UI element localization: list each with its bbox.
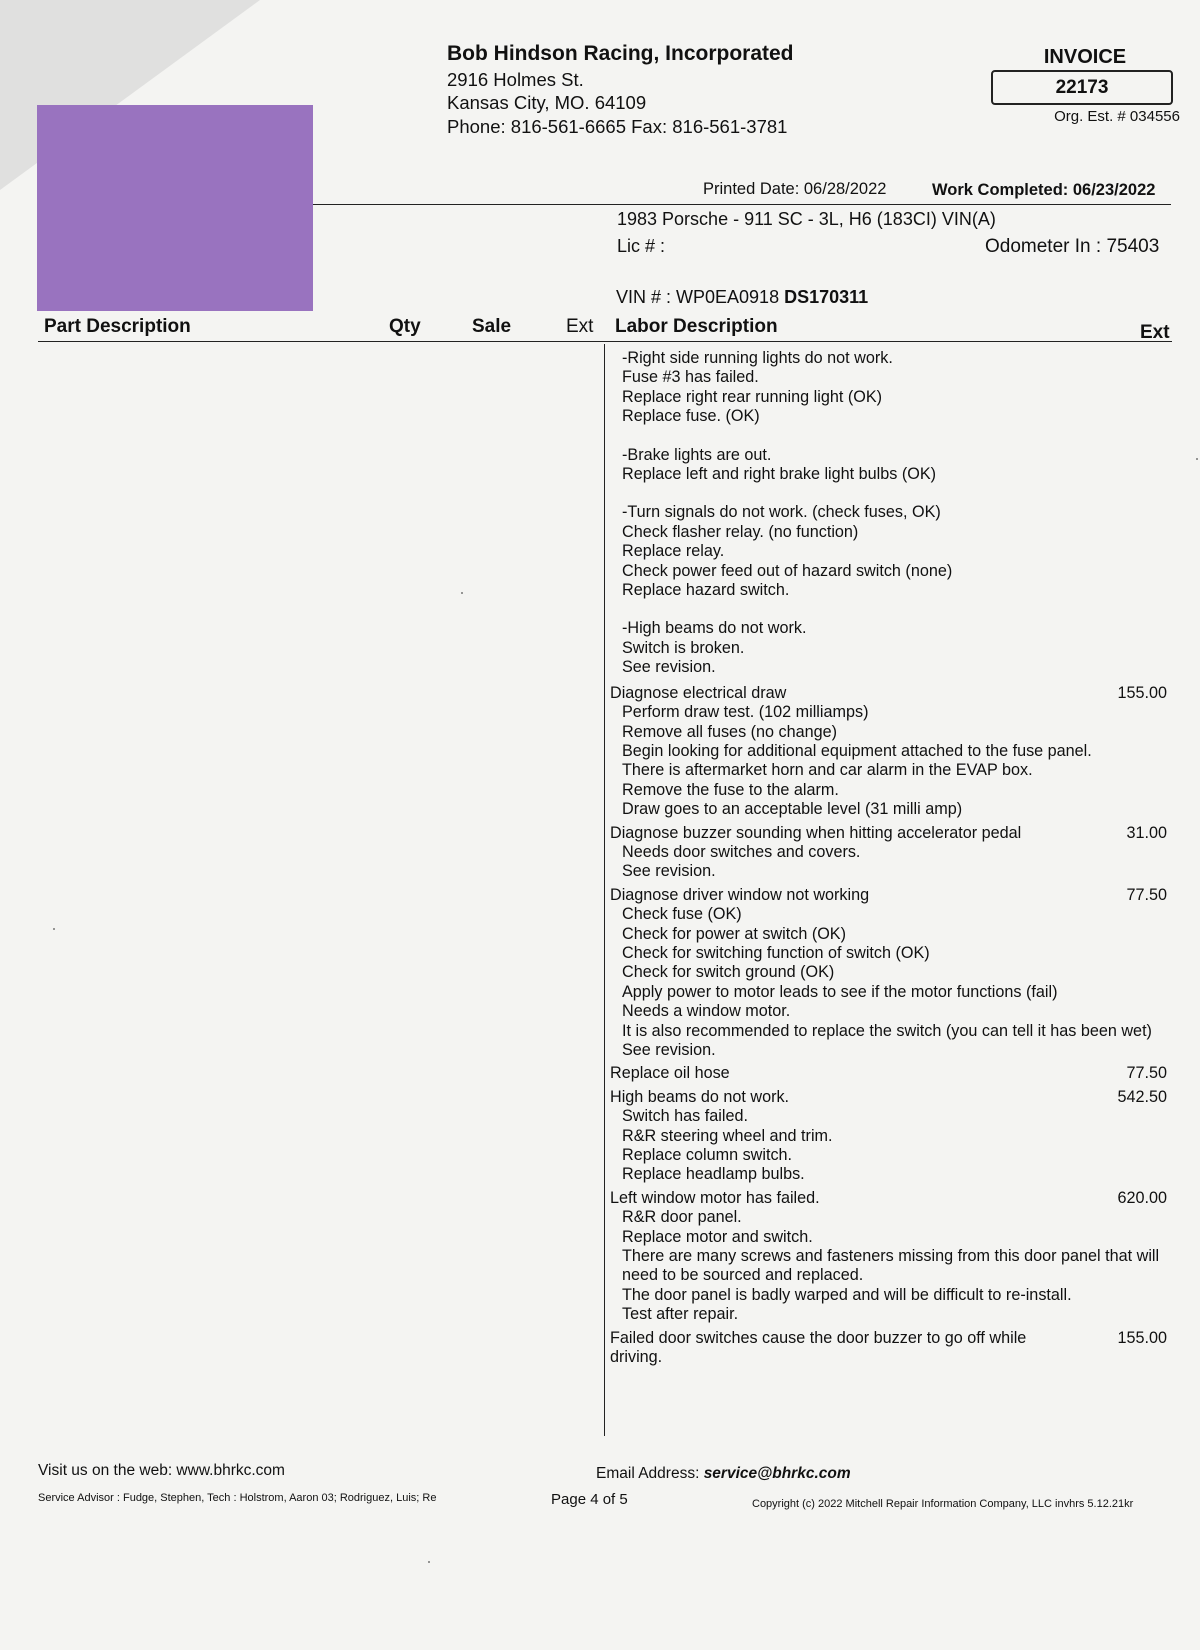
col-labor-ext: Ext bbox=[1140, 322, 1170, 343]
footer-service-advisor: Service Advisor : Fudge, Stephen, Tech : Holstrom, Aaron 03; Rodriguez, Luis; Re bbox=[38, 1492, 437, 1504]
labor-line: R&R door panel. bbox=[622, 1208, 742, 1227]
footer-page-number: Page 4 of 5 bbox=[551, 1491, 628, 1508]
labor-line: See revision. bbox=[622, 1041, 716, 1059]
labor-line: Replace left and right brake light bulbs (OK) bbox=[622, 465, 937, 484]
labor-line: Test after repair. bbox=[622, 1305, 739, 1324]
labor-title: Replace oil hose bbox=[610, 1064, 730, 1083]
labor-block bbox=[606, 684, 1171, 820]
labor-block bbox=[606, 886, 1171, 1061]
labor-line: Switch is broken. bbox=[622, 638, 745, 657]
labor-line: Replace fuse. (OK) bbox=[622, 407, 760, 426]
labor-line: -High beams do not work. bbox=[622, 619, 807, 638]
company-street: 2916 Holmes St. bbox=[447, 69, 584, 90]
work-completed-date: Work Completed: 06/23/2022 bbox=[932, 181, 1156, 199]
labor-title: High beams do not work. bbox=[610, 1087, 790, 1106]
labor-description-list bbox=[606, 345, 1171, 1368]
invoice-label: INVOICE bbox=[1043, 46, 1127, 68]
labor-line: Check for switch ground (OK) bbox=[622, 963, 835, 982]
labor-line: Replace column switch. bbox=[622, 1146, 793, 1165]
labor-line: Perform draw test. (102 milliamps) bbox=[622, 703, 869, 722]
scan-speck bbox=[53, 928, 55, 930]
labor-line: Check flasher relay. (no function) bbox=[622, 522, 859, 541]
labor-block bbox=[606, 824, 1171, 882]
labor-line: Replace right rear running light (OK) bbox=[622, 387, 883, 406]
labor-line: Check power feed out of hazard switch (none) bbox=[622, 561, 953, 580]
labor-line: -Right side running lights do not work. bbox=[622, 349, 893, 367]
scan-speck bbox=[1196, 458, 1198, 460]
labor-line: There is aftermarket horn and car alarm in the EVAP box. bbox=[622, 761, 1033, 780]
col-part-description: Part Description bbox=[44, 316, 191, 337]
column-header-divider bbox=[38, 341, 1172, 342]
labor-title: Diagnose electrical draw bbox=[610, 683, 787, 702]
labor-line: Begin looking for additional equipment attached to the fuse panel. bbox=[622, 741, 1092, 760]
labor-line: See revision. bbox=[622, 658, 716, 677]
labor-column-divider bbox=[604, 344, 605, 1436]
labor-line: Apply power to motor leads to see if the motor functions (fail) bbox=[622, 982, 1058, 1001]
labor-amount: 77.50 bbox=[1126, 885, 1167, 904]
col-qty: Qty bbox=[389, 316, 421, 337]
labor-line: Replace headlamp bulbs. bbox=[622, 1165, 805, 1184]
labor-line: Remove the fuse to the alarm. bbox=[622, 780, 839, 799]
labor-title: Diagnose buzzer sounding when hitting accelerator pedal bbox=[610, 823, 1022, 842]
header-divider bbox=[313, 204, 1171, 205]
redacted-area bbox=[37, 105, 313, 311]
invoice-number: 22173 bbox=[991, 70, 1173, 105]
company-phone: Phone: 816-561-6665 Fax: 816-561-3781 bbox=[447, 116, 788, 137]
labor-block bbox=[606, 1088, 1171, 1185]
vin-prefix: VIN # : WP0EA0918 bbox=[616, 287, 785, 307]
labor-amount: 155.00 bbox=[1117, 1328, 1167, 1347]
footer-copyright: Copyright (c) 2022 Mitchell Repair Information Company, LLC invhrs 5.12.21kr bbox=[752, 1498, 1134, 1510]
vin-number bbox=[616, 287, 868, 308]
labor-spacer bbox=[606, 600, 1171, 619]
company-name: Bob Hindson Racing, Incorporated bbox=[447, 42, 794, 65]
labor-line: It is also recommended to replace the switch (you can tell it has been wet) bbox=[622, 1021, 1152, 1040]
scan-speck bbox=[428, 1561, 430, 1563]
license-number: Lic # : bbox=[617, 236, 666, 256]
labor-spacer bbox=[606, 484, 1171, 503]
labor-line: Draw goes to an acceptable level (31 milli amp) bbox=[622, 800, 963, 819]
labor-line: There are many screws and fasteners missing from this door panel that will need to be sourced and replaced. bbox=[622, 1247, 1160, 1285]
footer-email-address: service@bhrkc.com bbox=[703, 1465, 851, 1482]
col-part-ext: Ext bbox=[566, 316, 594, 337]
labor-line: Replace relay. bbox=[622, 542, 725, 561]
labor-block bbox=[606, 1329, 1171, 1368]
col-labor-description: Labor Description bbox=[615, 316, 778, 337]
labor-line: Switch has failed. bbox=[622, 1107, 748, 1126]
scan-speck bbox=[461, 592, 463, 594]
labor-amount: 542.50 bbox=[1117, 1087, 1167, 1106]
labor-line: Check fuse (OK) bbox=[622, 905, 742, 924]
col-sale: Sale bbox=[472, 316, 512, 337]
org-estimate: Org. Est. # 034556 bbox=[1054, 108, 1180, 125]
footer-email bbox=[596, 1465, 851, 1483]
labor-block bbox=[606, 1064, 1171, 1083]
labor-line: Check for power at switch (OK) bbox=[622, 924, 846, 943]
labor-line: Replace motor and switch. bbox=[622, 1227, 813, 1246]
labor-line: Needs door switches and covers. bbox=[622, 842, 861, 861]
labor-amount: 620.00 bbox=[1117, 1188, 1167, 1207]
labor-line: Replace hazard switch. bbox=[622, 581, 790, 600]
labor-line: -Brake lights are out. bbox=[622, 445, 772, 464]
labor-title: Diagnose driver window not working bbox=[610, 885, 870, 904]
labor-block bbox=[606, 349, 1171, 678]
labor-amount: 31.00 bbox=[1126, 823, 1167, 842]
labor-line: -Turn signals do not work. (check fuses, OK) bbox=[622, 503, 941, 522]
vin-suffix: DS170311 bbox=[784, 287, 869, 307]
footer-website: Visit us on the web: www.bhrkc.com bbox=[38, 1462, 285, 1479]
labor-amount: 155.00 bbox=[1117, 683, 1167, 702]
labor-title: Failed door switches cause the door buzzer to go off while driving. bbox=[610, 1328, 1027, 1367]
labor-line: Needs a window motor. bbox=[622, 1002, 791, 1021]
labor-line: See revision. bbox=[622, 862, 716, 881]
labor-title: Left window motor has failed. bbox=[610, 1188, 820, 1207]
labor-amount: 77.50 bbox=[1126, 1064, 1167, 1083]
odometer-in: Odometer In : 75403 bbox=[985, 236, 1160, 257]
labor-line: Remove all fuses (no change) bbox=[622, 722, 838, 741]
footer-email-label: Email Address: bbox=[596, 1465, 704, 1482]
labor-line: The door panel is badly warped and will be difficult to re-install. bbox=[622, 1285, 1072, 1304]
labor-spacer bbox=[606, 427, 1171, 446]
labor-line: Check for switching function of switch (OK) bbox=[622, 943, 930, 962]
labor-block bbox=[606, 1189, 1171, 1325]
company-city: Kansas City, MO. 64109 bbox=[447, 92, 647, 113]
printed-date: Printed Date: 06/28/2022 bbox=[703, 180, 887, 198]
labor-line: R&R steering wheel and trim. bbox=[622, 1126, 833, 1145]
vehicle-description: 1983 Porsche - 911 SC - 3L, H6 (183CI) VIN(A) bbox=[617, 209, 996, 229]
labor-line: Fuse #3 has failed. bbox=[622, 368, 759, 387]
